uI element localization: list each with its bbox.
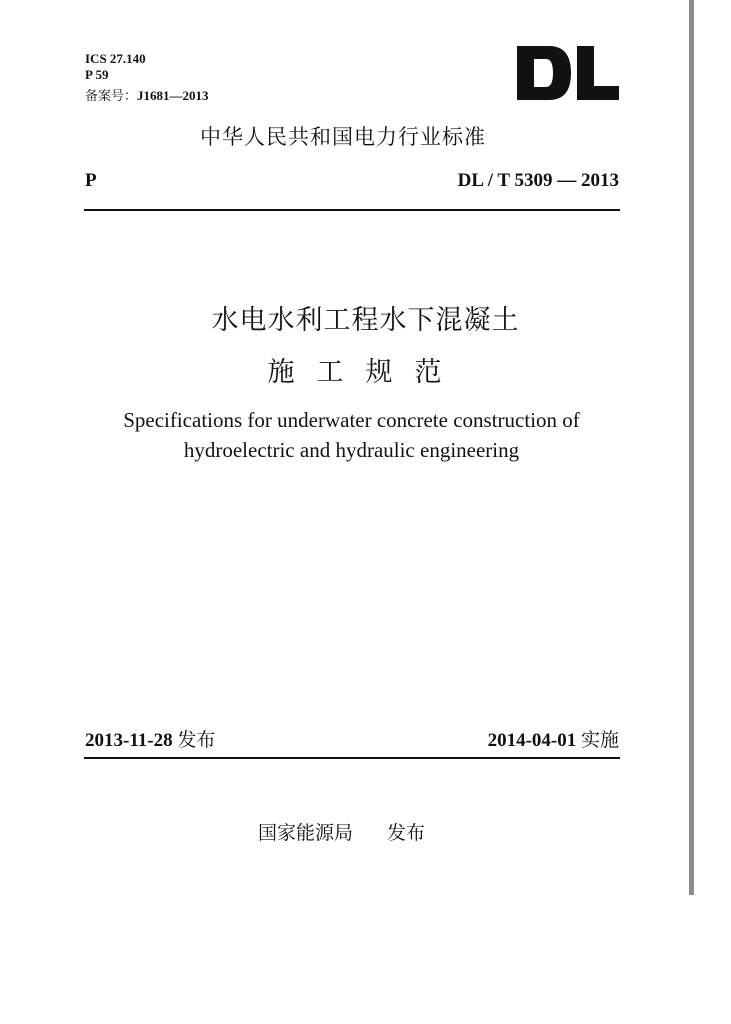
classification-code: P [85,170,97,191]
dl-logo-letter-d [517,46,571,100]
implementation-label: 实施 [580,729,619,751]
bottom-divider [84,757,620,759]
title-english-line-1: Specifications for underwater concrete construction of [123,408,580,432]
title-chinese-line-2: 施工规范 [267,357,464,388]
issue-label: 发布 [177,729,216,751]
ics-code: ICS 27.140 [85,51,146,66]
implementation-date-line [488,728,619,753]
ccs-code: P 59 [85,67,109,82]
issue-date: 2013-11-28 [85,730,173,751]
standard-number: DL / T 5309 — 2013 [457,170,619,191]
implementation-date: 2014-04-01 [487,730,577,751]
dl-logo-letter-l [577,46,619,100]
record-number-label: 备案号： [85,89,138,104]
issue-date-line [85,728,215,753]
publisher-action: 发布 [387,822,426,844]
record-number-line [85,88,209,105]
title-english-line-2: hydroelectric and hydraulic engineering [183,438,520,462]
publisher-line [258,821,425,845]
publisher-name: 国家能源局 [258,822,354,844]
top-divider [84,209,620,211]
record-number-value: J1681—2013 [137,88,209,103]
title-chinese-line-1: 水电水利工程水下混凝土 [211,305,520,336]
dl-logo [515,44,621,102]
standard-category: 中华人民共和国电力行业标准 [200,125,486,149]
